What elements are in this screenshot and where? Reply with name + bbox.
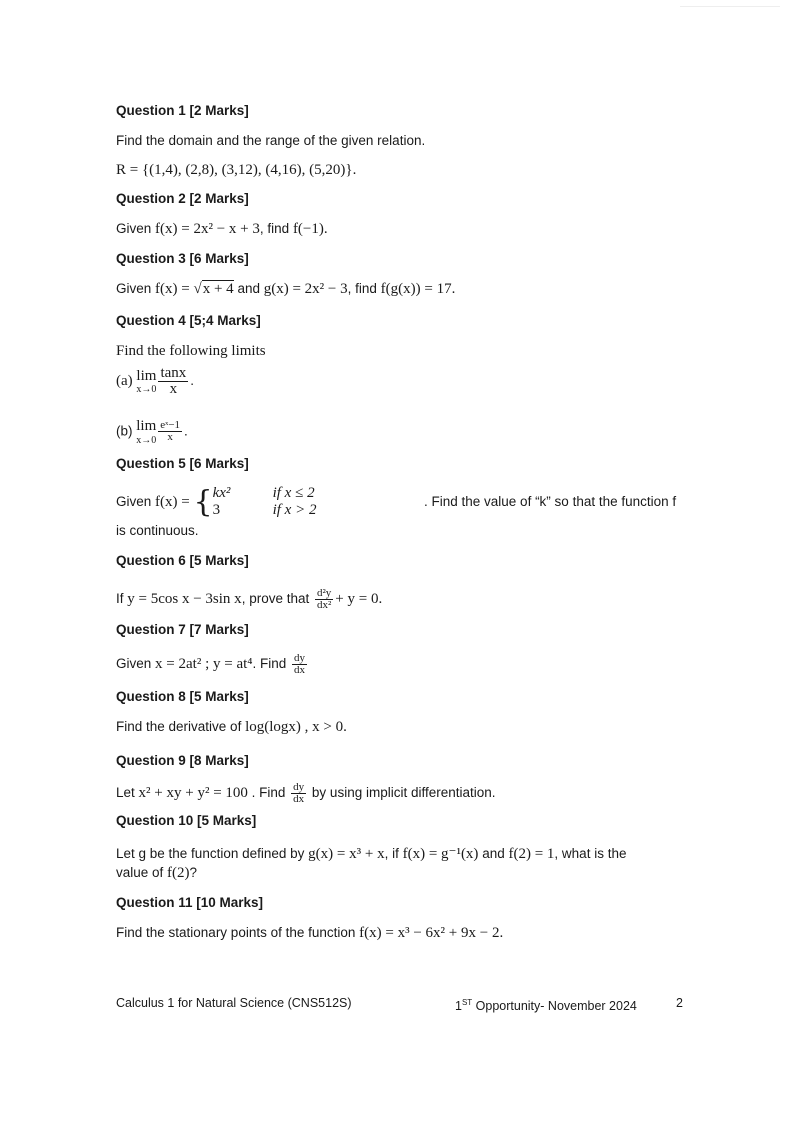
lim-sub: x→0: [136, 434, 157, 446]
math: f(−1).: [292, 221, 328, 237]
text: value of: [116, 865, 168, 880]
piecewise: [213, 485, 317, 519]
text: . Find: [247, 785, 290, 801]
text: by using implicit differentiation.: [308, 785, 496, 801]
denominator: dx: [293, 793, 305, 805]
condition-2: if x > 2: [272, 502, 317, 519]
limit: [136, 418, 156, 446]
text: . Find: [252, 656, 291, 672]
q4b: [116, 418, 188, 446]
math: f(x) = √: [155, 281, 202, 297]
math: f(2): [167, 865, 190, 881]
q4-text: Find the following limits: [116, 343, 266, 359]
text: and: [478, 846, 509, 861]
text: Given: [116, 494, 156, 509]
q2-body: [116, 220, 328, 238]
q3-heading: Question 3 [6 Marks]: [116, 251, 249, 266]
denominator: dx: [294, 664, 306, 676]
text: , find: [347, 281, 381, 296]
math: f(2) = 1: [508, 846, 555, 862]
q10-line2: [116, 864, 197, 882]
q9-body: [116, 782, 496, 805]
q10-heading: Question 10 [5 Marks]: [116, 813, 257, 828]
text: If: [116, 591, 128, 607]
q4a: [116, 366, 194, 397]
fraction: [292, 653, 307, 676]
denominator: dx²: [316, 599, 332, 611]
denominator: x: [167, 431, 173, 444]
numerator: tanx: [160, 365, 187, 381]
q7-heading: Question 7 [7 Marks]: [116, 622, 249, 637]
text: Opportunity- November 2024: [472, 999, 637, 1014]
text: Given: [116, 656, 156, 672]
text: Let g be the function defined by: [116, 846, 309, 861]
text: , if: [384, 846, 403, 861]
text: , what is the: [554, 846, 627, 861]
text: , find: [259, 221, 293, 236]
math: g(x) = x³ + x: [308, 846, 385, 862]
q10-body: [116, 845, 626, 863]
text: . Find the value of “k” so that the function f: [424, 494, 677, 509]
numerator: d²y: [316, 587, 332, 599]
text: Given: [116, 281, 156, 296]
text: 1: [455, 999, 462, 1014]
text: Find the derivative of: [116, 719, 246, 734]
math: f(x) = x³ − 6x² + 9x − 2.: [359, 925, 504, 941]
footer-course: Calculus 1 for Natural Science (CNS512S): [116, 996, 352, 1010]
text: .: [184, 423, 188, 439]
math: f(g(x)) = 17.: [380, 281, 456, 297]
math: f(x) =: [155, 494, 190, 510]
q4-heading: Question 4 [5;4 Marks]: [116, 313, 261, 328]
fraction: [315, 588, 333, 611]
q3-body: [116, 280, 455, 298]
math: x² + xy + y² = 100: [138, 785, 248, 802]
numerator: dy: [293, 781, 305, 793]
math: f(x) = 2x² − x + 3: [155, 221, 260, 237]
q1-text: Find the domain and the range of the given relation.: [116, 133, 426, 148]
lim: lim: [136, 367, 157, 384]
q6-body: [116, 588, 382, 611]
fraction: [291, 782, 306, 805]
math: y = 5cos x − 3sin x: [127, 591, 242, 608]
text: Find the stationary points of the function: [116, 925, 360, 940]
math: x = 2at² ; y = at⁴: [155, 656, 253, 673]
q7-body: [116, 653, 309, 676]
text: Let: [116, 785, 139, 801]
fraction: [158, 366, 188, 397]
q1-heading: Question 1 [2 Marks]: [116, 103, 249, 118]
text: Given: [116, 221, 156, 236]
math: log(logx) , x > 0.: [245, 719, 347, 735]
page-number: 2: [676, 996, 683, 1010]
footer-opportunity: [455, 994, 637, 1015]
math: f(x) = g⁻¹(x): [402, 846, 479, 862]
q11-heading: Question 11 [10 Marks]: [116, 895, 264, 910]
math: + y = 0.: [335, 591, 383, 608]
q11-body: [116, 924, 503, 942]
superscript: ST: [461, 998, 473, 1007]
text: .: [190, 373, 195, 389]
math: x + 4: [202, 281, 234, 297]
label: (b): [116, 423, 133, 439]
q8-body: [116, 718, 347, 736]
q1-relation: R = {(1,4), (2,8), (3,12), (4,16), (5,20)}.: [116, 162, 357, 178]
case-1: kx²: [212, 485, 231, 502]
numerator: eˣ−1: [160, 419, 181, 432]
q6-heading: Question 6 [5 Marks]: [116, 553, 249, 568]
text: and: [233, 281, 264, 296]
limit: [136, 368, 156, 396]
case-2: 3: [212, 502, 221, 519]
q2-heading: Question 2 [2 Marks]: [116, 191, 249, 206]
denominator: x: [169, 381, 178, 397]
q5-heading: Question 5 [6 Marks]: [116, 456, 249, 471]
condition-1: if x ≤ 2: [272, 485, 315, 502]
q5-line2: is continuous.: [116, 523, 199, 538]
text: ?: [189, 865, 198, 880]
q5-body: [116, 484, 677, 520]
q8-heading: Question 8 [5 Marks]: [116, 689, 249, 704]
scan-artifact-line: [680, 6, 780, 7]
label: (a): [116, 373, 133, 390]
math: g(x) = 2x² − 3: [263, 281, 348, 297]
brace: {: [193, 484, 213, 520]
numerator: dy: [294, 652, 306, 664]
lim-sub: x→0: [136, 384, 157, 396]
fraction: [158, 420, 182, 443]
text: , prove that: [241, 591, 313, 607]
q9-heading: Question 9 [8 Marks]: [116, 753, 249, 768]
lim: lim: [136, 418, 157, 434]
